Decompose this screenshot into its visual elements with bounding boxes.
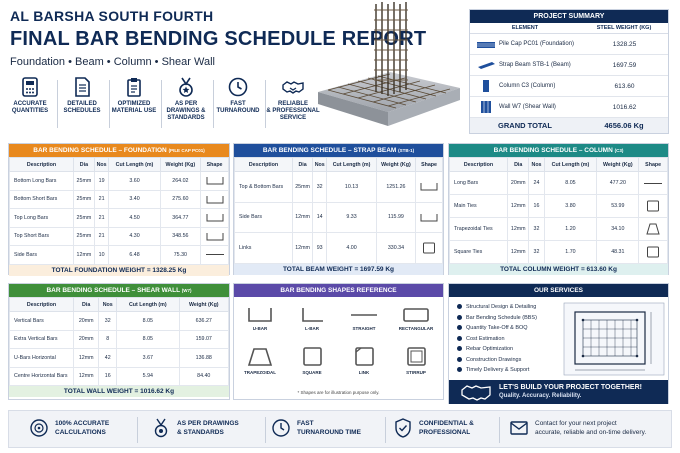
cell-shape <box>201 246 229 265</box>
column-icon <box>476 80 496 92</box>
shape-straight: STRAIGHT <box>338 306 390 331</box>
bullet-icon <box>457 325 462 330</box>
table-row <box>10 330 229 349</box>
list-item: Rebar Optimization <box>457 344 537 355</box>
cell-cut: 9.33 <box>327 202 377 233</box>
table-row <box>10 172 229 191</box>
u-bar-shape-icon <box>205 176 225 185</box>
beam-bbs-panel <box>233 143 444 275</box>
shape-trapezoidal: TRAPEZOIDAL <box>234 346 286 375</box>
wall-bbs-panel <box>8 283 230 400</box>
clock-icon <box>227 76 249 98</box>
cell-dia: 25mm <box>293 172 313 203</box>
cell-shape <box>201 209 229 228</box>
cell-nos: 19 <box>94 172 109 191</box>
cell-nos: 16 <box>99 367 117 386</box>
summary-row: Column C3 (Column) 613.60 <box>470 76 668 97</box>
feature-fast-turnaround: FAST TURNAROUND <box>212 76 264 115</box>
cell-nos: 21 <box>94 227 109 246</box>
cell-nos: 93 <box>313 233 327 264</box>
cell-nos: 32 <box>99 312 117 331</box>
summary-row: Strap Beam STB-1 (Beam) 1697.59 <box>470 55 668 76</box>
cell-cut: 6.48 <box>109 246 160 265</box>
cell-desc: Centre Horizontal Bars <box>10 367 74 386</box>
foundation-bbs-panel <box>8 143 230 275</box>
cell-nos: 42 <box>99 349 117 368</box>
cta-banner <box>449 380 668 404</box>
cell-nos: 32 <box>529 241 544 264</box>
cell-wt: 48.31 <box>597 241 639 264</box>
shapes-title: BAR BENDING SHAPES REFERENCE <box>234 284 443 297</box>
clipboard-icon <box>123 76 145 98</box>
project-summary-panel <box>469 9 669 134</box>
strap-beam-icon <box>476 59 496 71</box>
cell-shape <box>416 202 443 233</box>
summary-row: Pile Cap PC01 (Foundation) 1328.25 <box>470 34 668 55</box>
cell-desc: Top Short Bars <box>10 227 74 246</box>
link-bar-icon <box>349 346 379 368</box>
footer-bar <box>8 410 672 448</box>
services-panel <box>448 283 669 404</box>
cell-desc: Top Long Bars <box>10 209 74 228</box>
beam-table: Description Dia Nos Cut Length (m) Weight (Kg) Shape Top & Bottom Bars 25mm 32 10.13 1251.26 Side Bars 12mm 14 9.33 115.99 Links 12mm 93 4.00 330.34 <box>234 157 443 264</box>
shape-u-bar: U-BAR <box>234 306 286 331</box>
u-bar-shape-icon <box>419 182 439 191</box>
cell-nos: 21 <box>94 190 109 209</box>
cell-nos: 21 <box>94 209 109 228</box>
shapes-note: * Shapes are for illustration purpose only. <box>297 390 380 395</box>
blueprint-drawing <box>563 302 665 376</box>
cell-cut: 3.40 <box>109 190 160 209</box>
feature-optimized-material: OPTIMIZED MATERIAL USE <box>108 76 160 115</box>
cell-cut: 5.94 <box>117 367 179 386</box>
cell-shape <box>201 172 229 191</box>
cell-cut: 8.05 <box>544 172 597 195</box>
u-bar-shape-icon <box>205 232 225 241</box>
table-row <box>10 190 229 209</box>
feature-reliable-service: RELIABLE & PROFESSIONAL SERVICE <box>264 76 322 122</box>
cell-dia: 25mm <box>74 209 95 228</box>
cell-nos: 14 <box>313 202 327 233</box>
services-title: OUR SERVICES <box>449 284 668 297</box>
cell-wt: 159.07 <box>179 330 228 349</box>
table-row <box>450 218 668 241</box>
cell-nos: 10 <box>94 246 109 265</box>
cell-shape <box>639 195 668 218</box>
cell-cut: 8.05 <box>117 330 179 349</box>
table-row <box>10 349 229 368</box>
shapes-reference-panel <box>233 283 444 400</box>
bullet-icon <box>457 315 462 320</box>
list-item: Quantity Take-Off & BOQ <box>457 323 537 334</box>
summary-col-weight: STEEL WEIGHT (KG) <box>596 25 652 31</box>
table-row <box>235 202 443 233</box>
beam-title: BAR BENDING SCHEDULE – STRAP BEAM (STB-1) <box>234 144 443 157</box>
footer-item-drawings: AS PER DRAWINGS & STANDARDS <box>177 419 239 437</box>
cell-dia: 12mm <box>293 202 313 233</box>
cell-wt: 477.20 <box>597 172 639 195</box>
list-item: Construction Drawings <box>457 355 537 366</box>
shape-square: SQUARE <box>286 346 338 375</box>
cell-shape <box>416 233 443 264</box>
cell-wt: 264.02 <box>160 172 201 191</box>
project-location: AL BARSHA SOUTH FOURTH <box>10 8 214 24</box>
cell-dia: 12mm <box>508 241 529 264</box>
page-title: FINAL BAR BENDING SCHEDULE REPORT <box>10 28 427 50</box>
shape-stirrup: STIRRUP <box>390 346 442 375</box>
u-bar-shape-icon <box>205 213 225 222</box>
shape-link: LINK <box>338 346 390 375</box>
cell-cut: 10.13 <box>327 172 377 203</box>
table-row <box>10 227 229 246</box>
cell-wt: 75.30 <box>160 246 201 265</box>
cell-dia: 20mm <box>74 312 99 331</box>
cell-dia: 12mm <box>74 246 95 265</box>
feature-accurate-quantities: ACCURATE QUANTITIES <box>4 76 56 115</box>
cell-desc: Vertical Bars <box>10 312 74 331</box>
cell-cut: 1.70 <box>544 241 597 264</box>
cell-nos: 8 <box>99 330 117 349</box>
bullet-icon <box>457 304 462 309</box>
cell-shape <box>201 227 229 246</box>
trapezoidal-bar-icon <box>245 346 275 368</box>
bullet-icon <box>457 336 462 341</box>
medal-icon <box>151 418 171 438</box>
bullet-icon <box>457 367 462 372</box>
square-bar-shape-icon <box>646 246 660 258</box>
cell-dia: 25mm <box>74 172 95 191</box>
cell-dia: 12mm <box>74 349 99 368</box>
document-icon <box>71 76 93 98</box>
cta-title: LET'S BUILD YOUR PROJECT TOGETHER! <box>499 384 642 391</box>
cell-wt: 53.99 <box>597 195 639 218</box>
cell-cut: 4.50 <box>109 209 160 228</box>
list-item: Structural Design & Detailing <box>457 302 537 313</box>
handshake-icon <box>282 76 304 98</box>
cell-shape <box>639 241 668 264</box>
footer-item-accurate: 100% ACCURATE CALCULATIONS <box>55 419 109 437</box>
cell-wt: 1251.26 <box>376 172 415 203</box>
cell-wt: 34.10 <box>597 218 639 241</box>
table-row <box>235 172 443 203</box>
cell-dia: 12mm <box>74 367 99 386</box>
grand-total-row: GRAND TOTAL 4656.06 Kg <box>470 118 668 133</box>
cell-wt: 136.88 <box>179 349 228 368</box>
cell-desc: Extra Vertical Bars <box>10 330 74 349</box>
cell-nos: 32 <box>529 218 544 241</box>
cell-dia: 12mm <box>508 195 529 218</box>
summary-col-element: ELEMENT <box>511 25 539 31</box>
summary-title: PROJECT SUMMARY <box>470 10 668 23</box>
cell-cut: 3.60 <box>109 172 160 191</box>
rebar-cage-render <box>308 0 468 142</box>
cell-dia: 25mm <box>74 190 95 209</box>
list-item: Timely Delivery & Support <box>457 365 537 376</box>
cell-desc: Side Bars <box>235 202 293 233</box>
cell-dia: 12mm <box>508 218 529 241</box>
cell-nos: 16 <box>529 195 544 218</box>
cell-dia: 20mm <box>508 172 529 195</box>
shield-icon <box>393 418 413 438</box>
cell-dia: 20mm <box>74 330 99 349</box>
cell-wt: 275.60 <box>160 190 201 209</box>
table-row <box>10 312 229 331</box>
shape-l-bar: L-BAR <box>286 306 338 331</box>
u-bar-shape-icon <box>205 195 225 204</box>
foundation-table: Description Dia Nos Cut Length (m) Weight (Kg) Shape Bottom Long Bars 25mm 19 3.60 264.02 Bottom Short Bars 25mm 21 3.40 275.60 Top Long Bars 25mm 21 4.50 364.77 Top Short Bars 25mm 21 4.30 348.56 Side Bars 12mm 10 6.48 75.30 <box>9 157 229 265</box>
cell-shape <box>639 172 668 195</box>
handshake-icon <box>461 383 491 401</box>
table-row <box>450 172 668 195</box>
straight-bar-shape-icon <box>643 179 663 188</box>
wall-total: TOTAL WALL WEIGHT = 1016.62 Kg <box>9 386 229 397</box>
cell-shape <box>416 172 443 203</box>
beam-total: TOTAL BEAM WEIGHT = 1697.59 Kg <box>234 264 443 275</box>
column-total: TOTAL COLUMN WEIGHT = 613.60 Kg <box>449 264 668 275</box>
trapezoidal-bar-shape-icon <box>646 223 660 235</box>
list-item: Bar Bending Schedule (BBS) <box>457 313 537 324</box>
calculator-icon <box>19 76 41 98</box>
cell-cut: 3.67 <box>117 349 179 368</box>
cell-desc: Main Ties <box>450 195 508 218</box>
cell-cut: 1.20 <box>544 218 597 241</box>
cell-desc: Top & Bottom Bars <box>235 172 293 203</box>
cell-wt: 115.99 <box>376 202 415 233</box>
cell-desc: Bottom Long Bars <box>10 172 74 191</box>
straight-bar-icon <box>349 306 379 324</box>
stirrup-bar-icon <box>401 346 431 368</box>
cell-wt: 636.27 <box>179 312 228 331</box>
footer-item-confidential: CONFIDENTIAL & PROFESSIONAL <box>419 419 474 437</box>
column-bbs-panel <box>448 143 669 275</box>
wall-title: BAR BENDING SCHEDULE – SHEAR WALL (W7) <box>9 284 229 297</box>
cell-cut: 8.05 <box>117 312 179 331</box>
cell-desc: Bottom Short Bars <box>10 190 74 209</box>
cell-wt: 330.34 <box>376 233 415 264</box>
cell-wt: 364.77 <box>160 209 201 228</box>
cell-cut: 3.80 <box>544 195 597 218</box>
clock-icon <box>271 418 291 438</box>
table-row <box>10 209 229 228</box>
cell-wt: 84.40 <box>179 367 228 386</box>
feature-as-per-drawings: AS PER DRAWINGS & STANDARDS <box>160 76 212 122</box>
mail-icon <box>509 418 529 438</box>
foundation-total: TOTAL FOUNDATION WEIGHT = 1328.25 Kg <box>9 265 229 276</box>
square-bar-icon <box>297 346 327 368</box>
element-tags: Foundation • Beam • Column • Shear Wall <box>10 56 215 68</box>
cell-dia: 12mm <box>293 233 313 264</box>
cell-desc: Links <box>235 233 293 264</box>
bullet-icon <box>457 346 462 351</box>
foundation-title: BAR BENDING SCHEDULE – FOUNDATION (PILE CAP PC01) <box>9 144 229 157</box>
square-bar-shape-icon <box>646 200 660 212</box>
cta-subtitle: Quality. Accuracy. Reliability. <box>499 393 582 399</box>
cell-shape <box>201 190 229 209</box>
table-row <box>10 246 229 265</box>
straight-bar-shape-icon <box>205 250 225 259</box>
bullet-icon <box>457 357 462 362</box>
services-list <box>457 302 537 376</box>
cell-desc: Side Bars <box>10 246 74 265</box>
feature-detailed-schedules: DETAILED SCHEDULES <box>56 76 108 115</box>
wall-table: Description Dia Nos Cut Length (m) Weight (Kg) Vertical Bars 20mm 32 8.05 636.27 Extra Vertical Bars 20mm 8 8.05 159.07 U-Bars Horizontal 12mm 42 3.67 136.88 Centre Horizontal Bars 12mm 16 5.94 84.40 <box>9 297 229 386</box>
cell-wt: 348.56 <box>160 227 201 246</box>
cell-shape <box>639 218 668 241</box>
cell-nos: 32 <box>313 172 327 203</box>
square-bar-shape-icon <box>422 242 436 254</box>
footer-contact: Contact for your next project accurate, reliable and on-time delivery. <box>535 419 646 437</box>
cell-dia: 25mm <box>74 227 95 246</box>
cell-desc: Long Bars <box>450 172 508 195</box>
footer-item-turnaround: FAST TURNAROUND TIME <box>297 419 361 437</box>
l-bar-icon <box>297 306 327 324</box>
table-row <box>450 195 668 218</box>
rectangular-bar-icon <box>401 306 431 324</box>
table-row <box>235 233 443 264</box>
target-icon <box>29 418 49 438</box>
pile-cap-icon <box>476 38 496 50</box>
cell-desc: U-Bars Horizontal <box>10 349 74 368</box>
shear-wall-icon <box>476 101 496 113</box>
column-title: BAR BENDING SCHEDULE – COLUMN (C3) <box>449 144 668 157</box>
cell-nos: 24 <box>529 172 544 195</box>
list-item: Cost Estimation <box>457 334 537 345</box>
cell-cut: 4.00 <box>327 233 377 264</box>
column-table: Description Dia Nos Cut Length (m) Weight (Kg) Shape Long Bars 20mm 24 8.05 477.20 Main Ties 12mm 16 3.80 53.99 Trapezoidal Ties 12mm 32 1.20 34.10 Square Ties 12mm 32 1.70 48.31 <box>449 157 668 264</box>
u-bar-icon <box>245 306 275 324</box>
shape-rectangular: RECTANGULAR <box>390 306 442 331</box>
cell-cut: 4.30 <box>109 227 160 246</box>
cell-desc: Square Ties <box>450 241 508 264</box>
table-row <box>450 241 668 264</box>
u-bar-shape-icon <box>419 213 439 222</box>
cell-desc: Trapezoidal Ties <box>450 218 508 241</box>
summary-row: Wall W7 (Shear Wall) 1016.62 <box>470 97 668 118</box>
table-row <box>10 367 229 386</box>
medal-icon <box>175 76 197 98</box>
